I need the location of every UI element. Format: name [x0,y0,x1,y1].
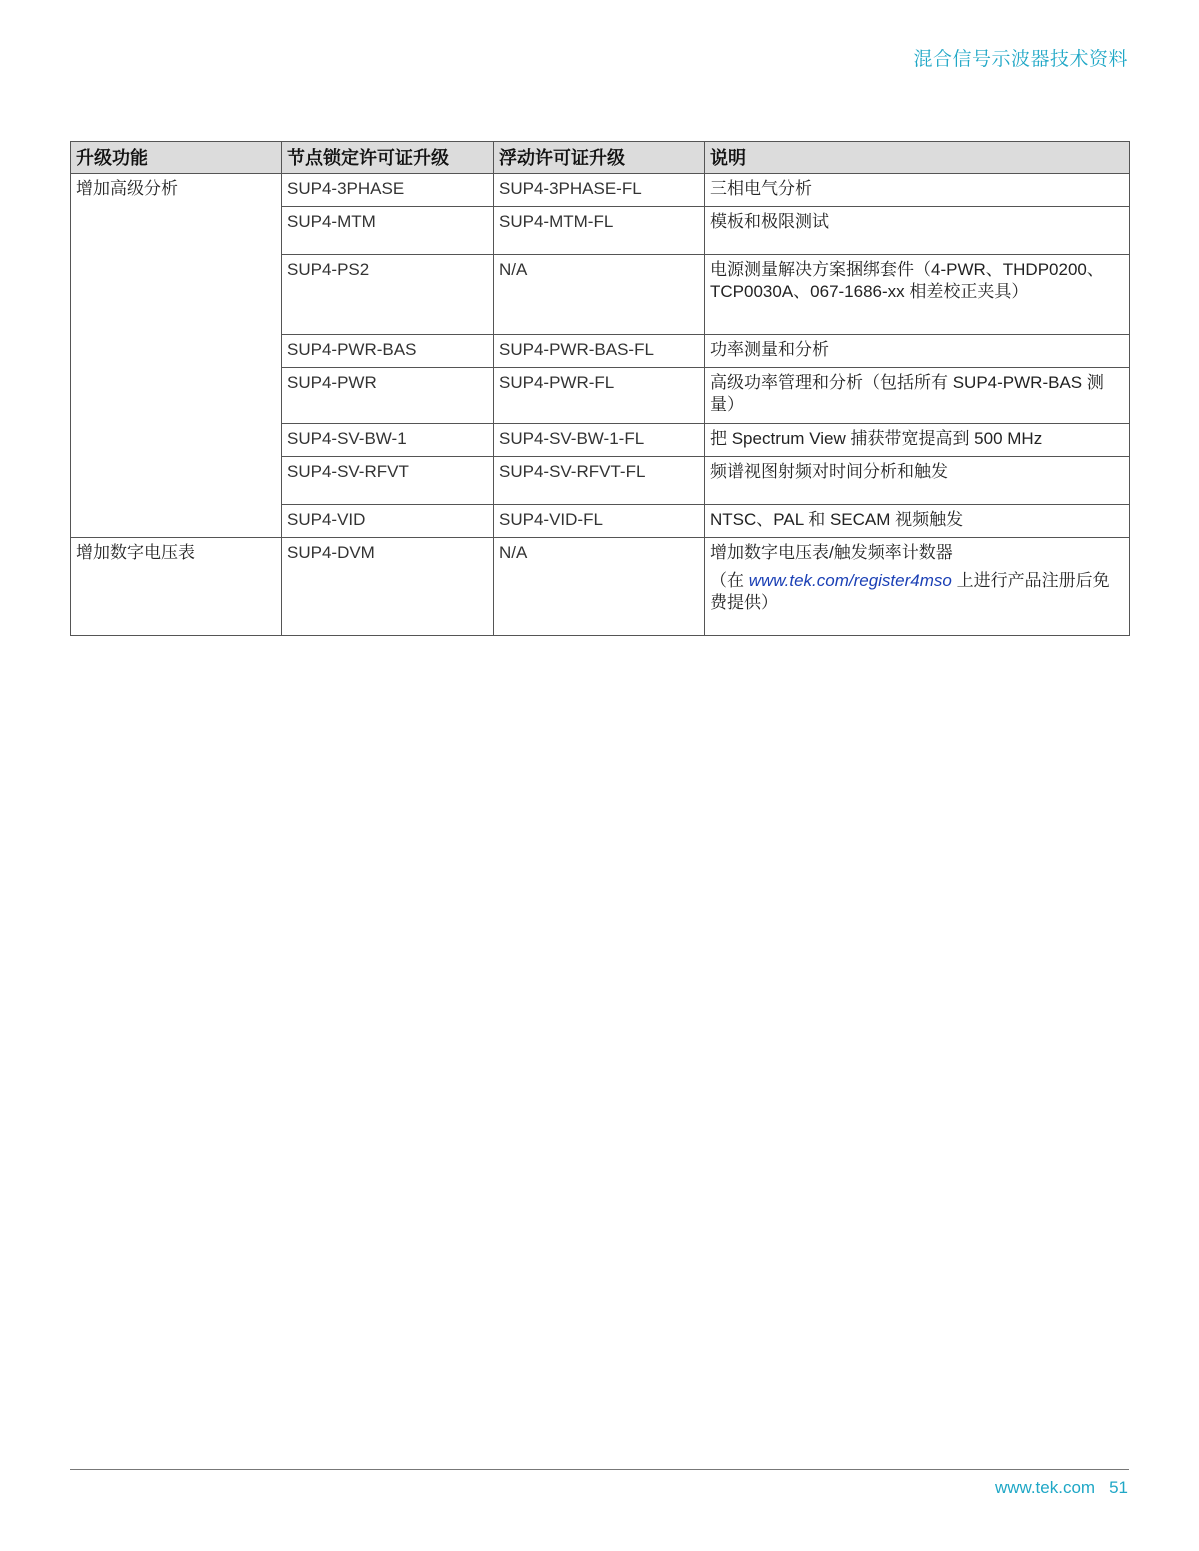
node-locked-cell: SUP4-MTM [282,207,494,255]
description-cell: 频谱视图射频对时间分析和触发 [705,457,1130,505]
table-row [71,538,1130,636]
floating-cell: SUP4-3PHASE-FL [494,174,705,207]
register-link[interactable]: www.tek.com/register4mso [748,571,952,590]
footer-site-link[interactable]: www.tek.com [994,1478,1096,1497]
node-locked-cell: SUP4-PWR [282,368,494,424]
node-locked-cell: SUP4-3PHASE [282,174,494,207]
node-locked-cell: SUP4-PWR-BAS [282,335,494,368]
table-row [71,174,1130,207]
floating-cell: SUP4-VID-FL [494,505,705,538]
description-cell: 三相电气分析 [705,174,1130,207]
registration-note [710,570,1124,614]
node-locked-cell: SUP4-DVM [282,538,494,636]
description-cell: 功率测量和分析 [705,335,1130,368]
node-locked-cell: SUP4-SV-BW-1 [282,424,494,457]
feature-cell: 增加数字电压表 [71,538,282,636]
node-locked-cell: SUP4-PS2 [282,255,494,335]
floating-cell: N/A [494,255,705,335]
document-title: 混合信号示波器技术资料 [913,49,1128,70]
column-header-description: 说明 [705,142,1130,174]
node-locked-cell: SUP4-SV-RFVT [282,457,494,505]
note-suffix: 上进行产品注册后免费提供） [710,571,1110,612]
footer-divider [70,1469,1129,1470]
floating-cell: N/A [494,538,705,636]
upgrade-options-table [70,141,1130,636]
floating-cell: SUP4-SV-RFVT-FL [494,457,705,505]
description-cell [705,538,1130,636]
description-cell: 高级功率管理和分析（包括所有 SUP4-PWR-BAS 测量） [705,368,1130,424]
page-footer [995,1478,1128,1498]
column-header-floating: 浮动许可证升级 [494,142,705,174]
feature-cell: 增加高级分析 [71,174,282,538]
page-number: 51 [1109,1478,1128,1497]
floating-cell: SUP4-MTM-FL [494,207,705,255]
floating-cell: SUP4-PWR-FL [494,368,705,424]
description-cell: 模板和极限测试 [705,207,1130,255]
description-cell: 把 Spectrum View 捕获带宽提高到 500 MHz [705,424,1130,457]
description-cell: NTSC、PAL 和 SECAM 视频触发 [705,505,1130,538]
table-header-row [71,142,1130,174]
column-header-feature: 升级功能 [71,142,282,174]
node-locked-cell: SUP4-VID [282,505,494,538]
floating-cell: SUP4-SV-BW-1-FL [494,424,705,457]
floating-cell: SUP4-PWR-BAS-FL [494,335,705,368]
description-cell: 电源测量解决方案捆绑套件（4-PWR、THDP0200、TCP0030A、067-1686-xx 相差校正夹具） [705,255,1130,335]
column-header-node-locked: 节点锁定许可证升级 [282,142,494,174]
description-text: 增加数字电压表/触发频率计数器 [710,543,953,562]
note-prefix: （在 [710,571,749,590]
